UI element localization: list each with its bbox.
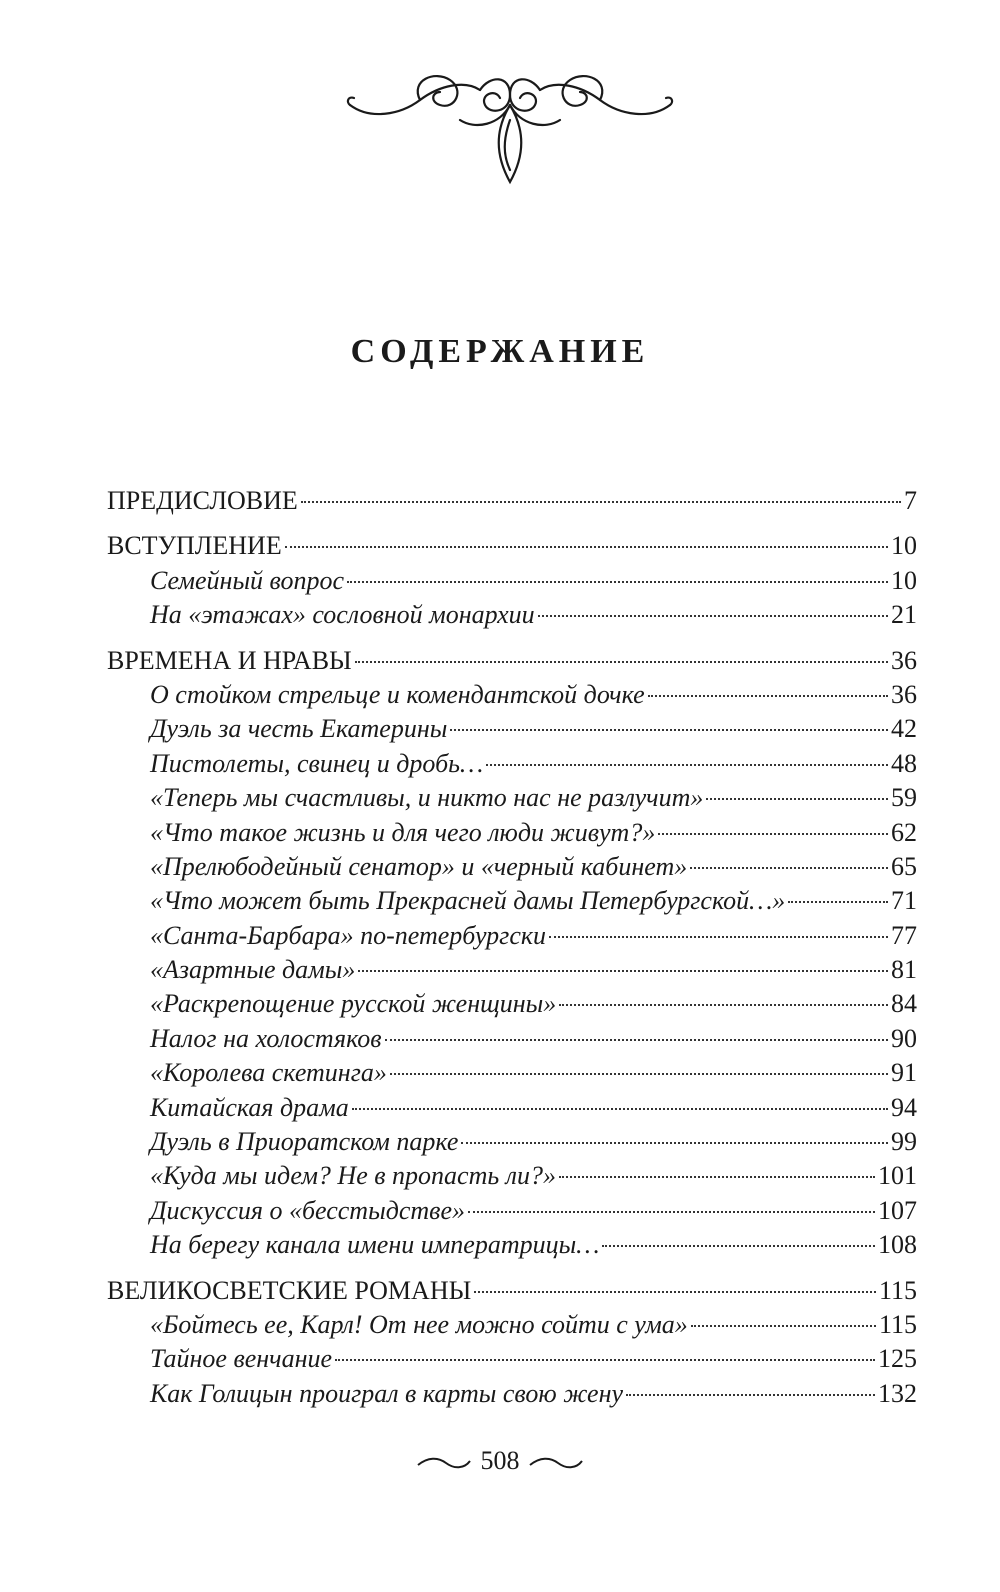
table-of-contents	[107, 484, 917, 1411]
toc-section-row	[107, 644, 917, 678]
toc-leader-dots	[658, 833, 888, 835]
toc-entry-row	[107, 884, 917, 918]
toc-leader-dots	[626, 1394, 875, 1396]
toc-entry-page: 36	[891, 679, 917, 709]
toc-entry-row	[107, 919, 917, 953]
toc-entry-label: ВРЕМЕНА И НРАВЫ	[107, 645, 352, 675]
toc-leader-dots	[486, 764, 888, 766]
toc-entry-label: «Куда мы идем? Не в пропасть ли?»	[150, 1161, 557, 1191]
toc-entry-page: 65	[891, 851, 917, 881]
toc-entry-label: «Теперь мы счастливы, и никто нас не разлучит»	[150, 783, 704, 813]
toc-entry-page: 48	[891, 748, 917, 778]
toc-entry-label: Семейный вопрос	[150, 565, 345, 595]
toc-entry-page: 94	[891, 1092, 917, 1122]
toc-entry-row	[107, 781, 917, 815]
toc-entry-row	[107, 1342, 917, 1376]
toc-entry-label: «Королева скетинга»	[150, 1058, 387, 1088]
toc-entry-label: Налог на холостяков	[150, 1023, 382, 1053]
toc-entry-page: 77	[891, 920, 917, 950]
toc-leader-dots	[706, 798, 888, 800]
toc-entry-row	[107, 564, 917, 598]
toc-leader-dots	[352, 1108, 888, 1110]
toc-leader-dots	[355, 661, 888, 663]
toc-entry-row	[107, 850, 917, 884]
toc-leader-dots	[648, 695, 888, 697]
toc-entry-row	[107, 1228, 917, 1262]
toc-entry-page: 99	[891, 1127, 917, 1157]
toc-entry-row	[107, 816, 917, 850]
toc-entry-row	[107, 1022, 917, 1056]
toc-entry-page: 10	[891, 531, 917, 561]
toc-entry-label: «Азартные дамы»	[150, 955, 356, 985]
toc-entry-label: Китайская драма	[150, 1092, 349, 1122]
toc-entry-page: 125	[878, 1344, 917, 1374]
page-number: 508	[480, 1446, 520, 1475]
toc-entry-page: 91	[891, 1058, 917, 1088]
toc-entry-row	[107, 953, 917, 987]
toc-entry-page: 115	[878, 1309, 917, 1339]
toc-entry-label: Пистолеты, свинец и дробь…	[150, 748, 484, 778]
toc-entry-page: 132	[878, 1378, 917, 1408]
toc-entry-label: ПРЕДИСЛОВИЕ	[107, 486, 298, 515]
toc-entry-label: На «этажах» сословной монархии	[150, 600, 535, 630]
toc-entry-page: 84	[891, 989, 917, 1019]
toc-entry-page: 7	[904, 486, 917, 515]
toc-entry-row	[107, 712, 917, 746]
toc-leader-dots	[549, 936, 888, 938]
toc-entry-page: 71	[891, 886, 917, 916]
toc-entry-label: Дуэль в Приоратском парке	[150, 1127, 459, 1157]
toc-leader-dots	[559, 1176, 875, 1178]
toc-entry-page: 107	[878, 1195, 917, 1225]
toc-entry-row	[107, 1159, 917, 1193]
toc-entry-page: 108	[878, 1230, 917, 1260]
toc-entry-page: 36	[891, 645, 917, 675]
toc-entry-label: «Прелюбодейный сенатор» и «черный кабинет»	[150, 851, 688, 881]
toc-entry-label: «Санта-Барбара» по-петербургски	[150, 920, 547, 950]
toc-entry-row	[107, 1056, 917, 1090]
flourish-ornament-icon	[340, 60, 680, 190]
toc-entry-page: 21	[891, 600, 917, 630]
toc-entry-page: 101	[878, 1161, 917, 1191]
toc-leader-dots	[602, 1245, 875, 1247]
toc-leader-dots	[347, 581, 888, 583]
toc-entry-row	[107, 1125, 917, 1159]
toc-entry-row	[107, 598, 917, 632]
toc-section-row	[107, 529, 917, 563]
toc-entry-label: «Раскрепощение русской женщины»	[150, 989, 557, 1019]
toc-leader-dots	[301, 501, 901, 503]
toc-entry-label: На берегу канала имени императрицы…	[150, 1230, 600, 1260]
toc-leader-dots	[461, 1142, 888, 1144]
toc-leader-dots	[390, 1073, 888, 1075]
toc-section-row	[107, 484, 917, 518]
tilde-left-icon	[414, 1456, 474, 1470]
toc-entry-page: 62	[891, 817, 917, 847]
toc-leader-dots	[285, 546, 888, 548]
toc-entry-label: ВСТУПЛЕНИЕ	[107, 531, 282, 561]
toc-entry-row	[107, 1091, 917, 1125]
toc-leader-dots	[450, 729, 888, 731]
toc-entry-label: Как Голицын проиграл в карты свою жену	[150, 1378, 624, 1408]
toc-entry-page: 115	[878, 1275, 917, 1305]
toc-entry-label: Тайное венчание	[150, 1344, 333, 1374]
toc-leader-dots	[358, 970, 888, 972]
toc-entry-row	[107, 678, 917, 712]
toc-entry-page: 90	[891, 1023, 917, 1053]
toc-entry-label: ВЕЛИКОСВЕТСКИЕ РОМАНЫ	[107, 1275, 472, 1305]
toc-entry-label: «Бойтесь ее, Карл! От нее можно сойти с ума»	[150, 1309, 688, 1339]
toc-entry-label: Дуэль за честь Екатерины	[150, 714, 448, 744]
toc-entry-label: Дискуссия о «бесстыдстве»	[150, 1195, 465, 1225]
toc-entry-page: 81	[891, 955, 917, 985]
page-number-footer	[0, 1444, 1000, 1478]
tilde-right-icon	[526, 1456, 586, 1470]
toc-leader-dots	[538, 615, 888, 617]
toc-entry-page: 10	[891, 565, 917, 595]
toc-leader-dots	[559, 1004, 888, 1006]
toc-leader-dots	[468, 1211, 875, 1213]
toc-leader-dots	[691, 1325, 876, 1327]
toc-entry-label: «Что может быть Прекрасней дамы Петербургской…»	[150, 886, 786, 916]
toc-entry-row	[107, 1377, 917, 1411]
toc-entry-row	[107, 1194, 917, 1228]
toc-entry-row	[107, 987, 917, 1021]
toc-entry-label: «Что такое жизнь и для чего люди живут?»	[150, 817, 656, 847]
toc-section-row	[107, 1274, 917, 1308]
toc-leader-dots	[788, 901, 888, 903]
toc-entry-row	[107, 747, 917, 781]
toc-entry-page: 42	[891, 714, 917, 744]
toc-leader-dots	[335, 1359, 875, 1361]
toc-leader-dots	[690, 867, 888, 869]
toc-entry-row	[107, 1308, 917, 1342]
toc-leader-dots	[474, 1291, 876, 1293]
page-title: СОДЕРЖАНИЕ	[350, 333, 650, 370]
toc-entry-label: О стойком стрельце и комендантской дочке	[150, 679, 645, 709]
toc-entry-page: 59	[891, 783, 917, 813]
toc-leader-dots	[385, 1039, 888, 1041]
